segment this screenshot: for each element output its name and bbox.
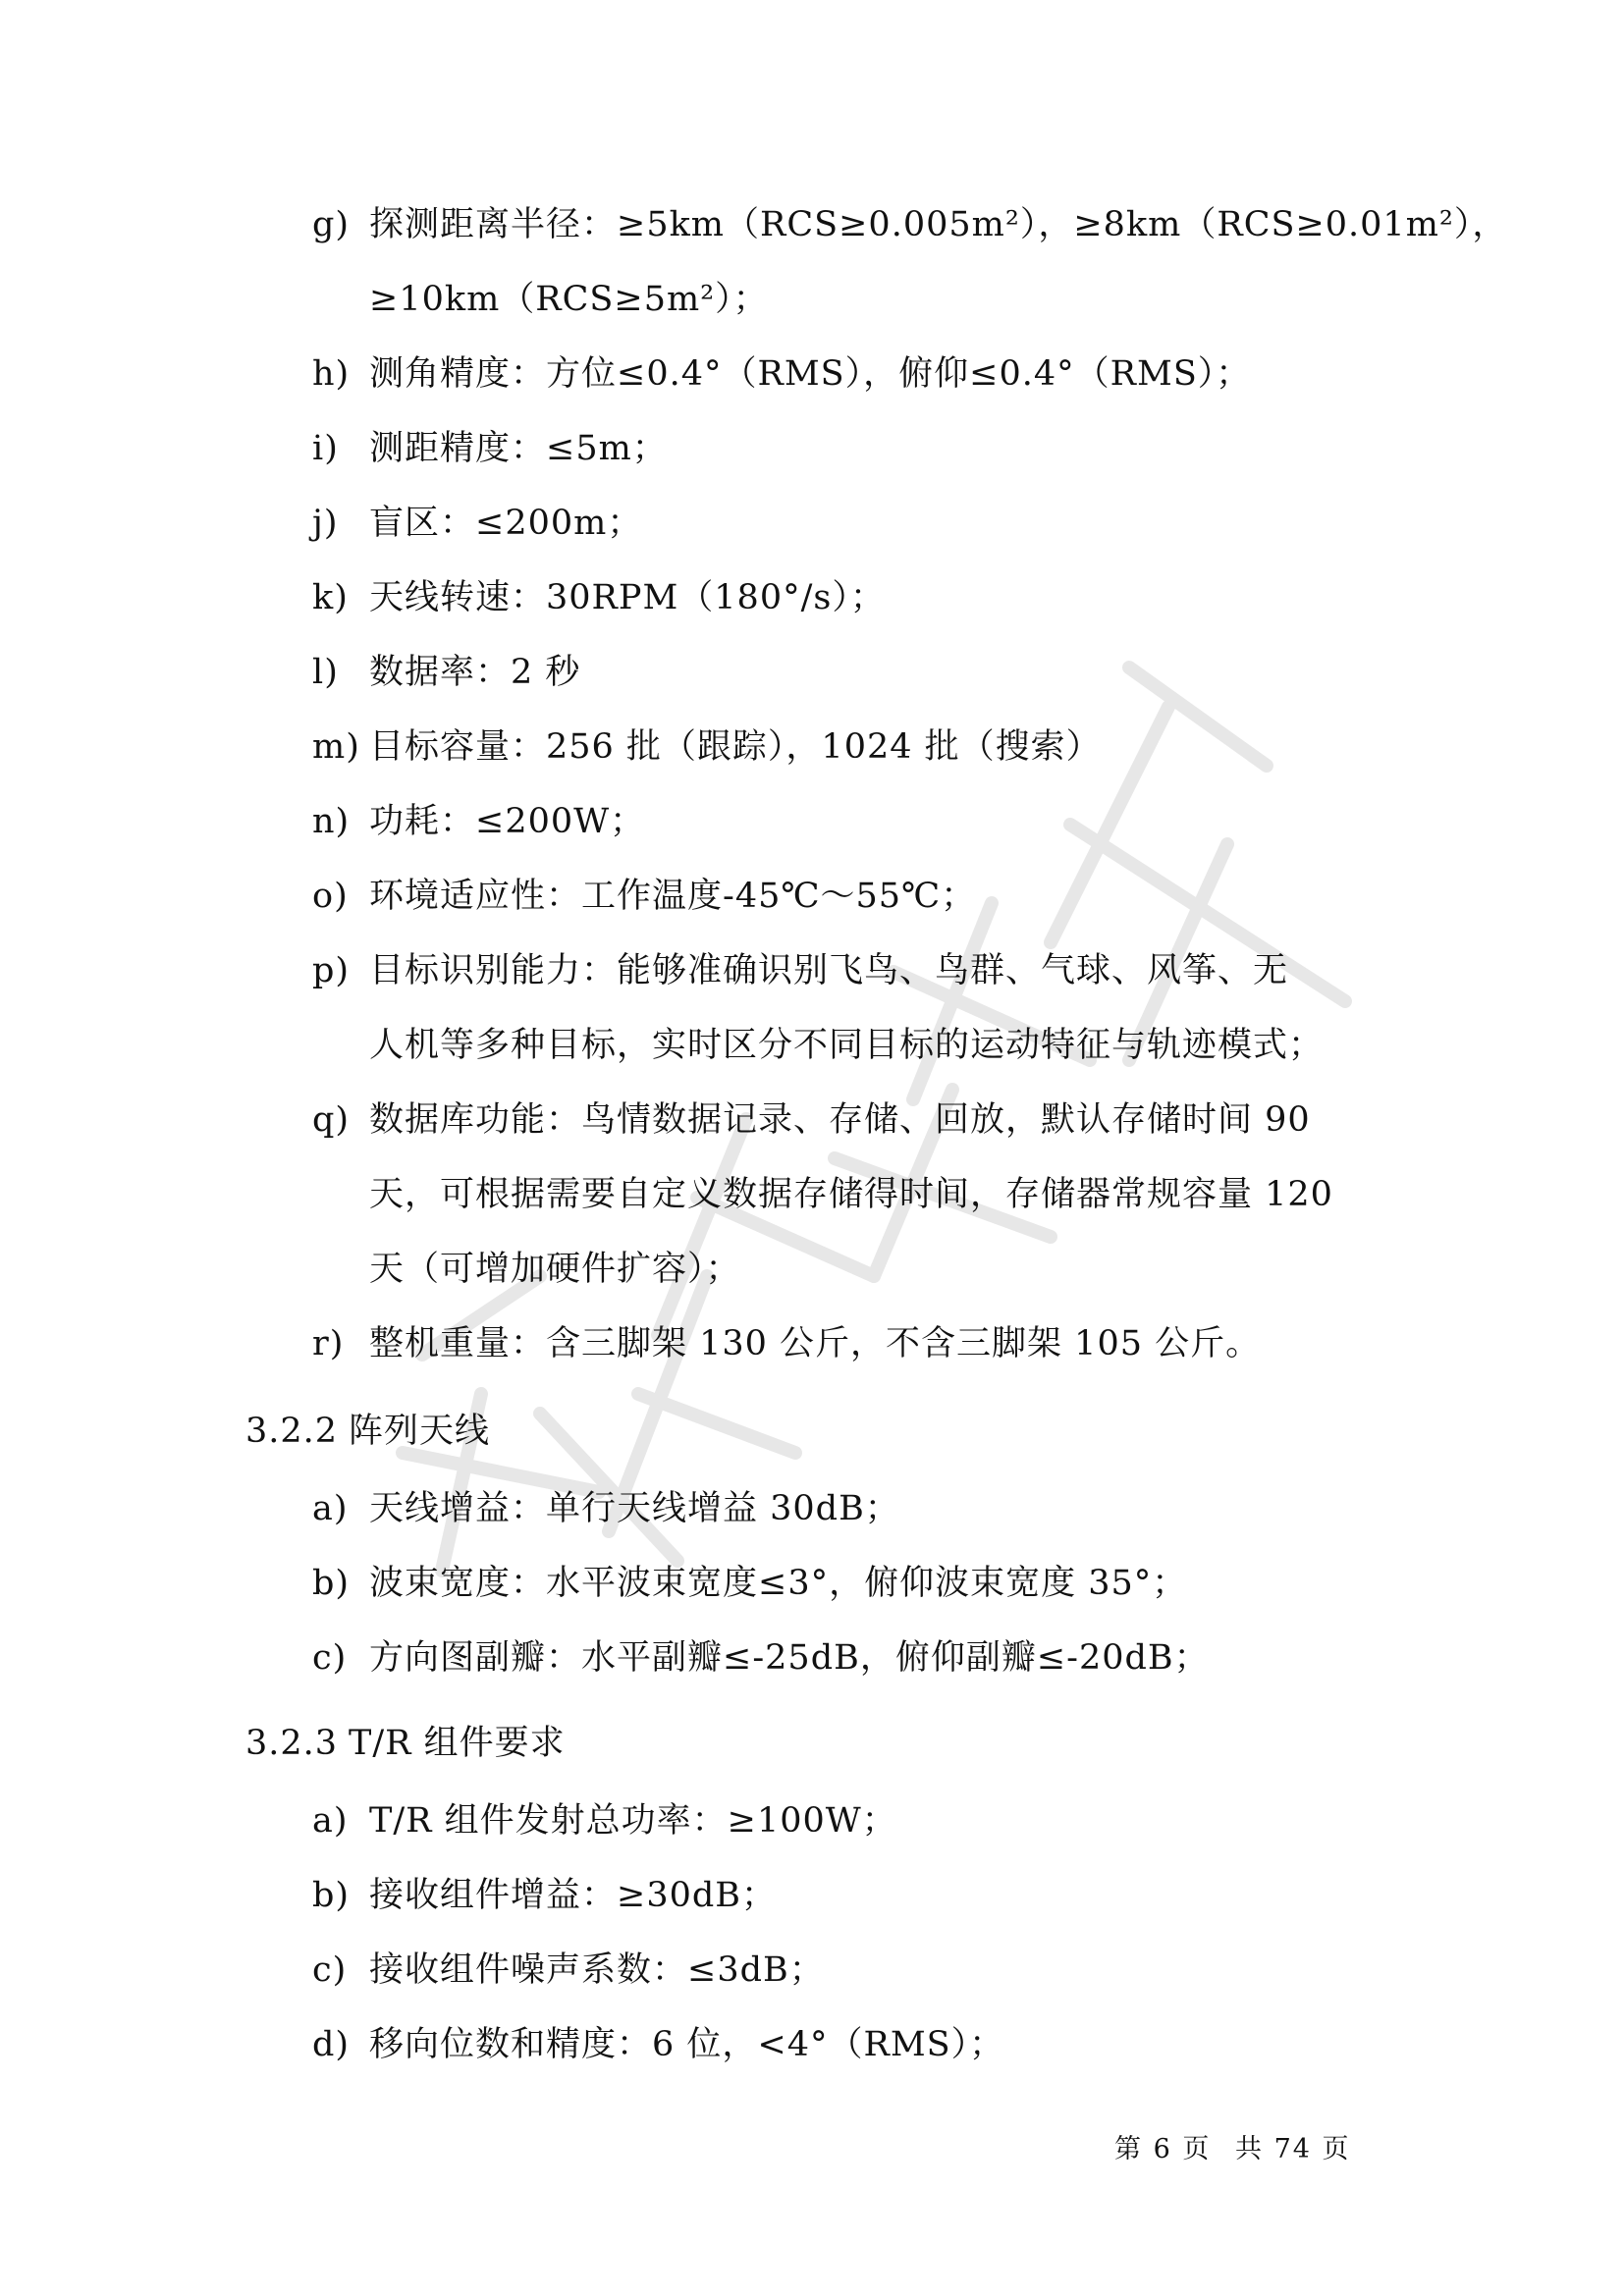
section-heading-3-2-3: [245, 1720, 566, 1767]
list-item-text: 移向位数和精度：6 位，<4°（RMS）；: [369, 2025, 1005, 2064]
list-item-text: 盲区：≤200m；: [369, 504, 643, 543]
list-marker: b): [312, 1876, 351, 1915]
page-number: 第 6 页: [1114, 2134, 1212, 2164]
list-item-text: 目标识别能力：能够准确识别飞鸟、鸟群、气球、风筝、无: [369, 951, 1289, 990]
list-marker: b): [312, 1564, 351, 1603]
list-item-text: 接收组件增益：≥30dB；: [369, 1876, 777, 1915]
list-marker: k): [312, 578, 349, 617]
list-marker: i): [312, 429, 339, 468]
list-marker: c): [312, 1638, 348, 1678]
list-marker: l): [312, 653, 339, 692]
list-item-text: 整机重量：含三脚架 130 公斤，不含三脚架 105 公斤。: [369, 1324, 1262, 1363]
list-item-text: 数据率：2 秒: [369, 653, 581, 692]
list-marker: g): [312, 205, 351, 244]
list-item-text: 数据库功能：鸟情数据记录、存储、回放，默认存储时间 90: [369, 1100, 1311, 1140]
list-item-continuation: 天，可根据需要自定义数据存储得时间，存储器常规容量 120: [369, 1175, 1333, 1214]
list-item-text: 方向图副瓣：水平副瓣≤-25dB，俯仰副瓣≤-20dB；: [369, 1638, 1210, 1678]
list-item-text: 功耗：≤200W；: [369, 802, 646, 841]
list-marker: a): [312, 1801, 349, 1841]
list-marker: c): [312, 1950, 348, 1990]
list-item-text: 测角精度：方位≤0.4°（RMS），俯仰≤0.4°（RMS）；: [369, 354, 1252, 394]
page-total: 共 74 页: [1235, 2134, 1351, 2164]
list-item-text: 目标容量：256 批（跟踪），1024 批（搜索）: [369, 727, 1102, 767]
list-marker: p): [312, 951, 351, 990]
section-number: 3.2.2: [245, 1412, 339, 1451]
list-item-continuation: 人机等多种目标，实时区分不同目标的运动特征与轨迹模式；: [369, 1026, 1325, 1065]
list-marker: a): [312, 1489, 349, 1528]
list-marker: o): [312, 877, 349, 916]
list-item-text: T/R 组件发射总功率：≥100W；: [369, 1801, 897, 1841]
list-item-text: 波束宽度：水平波束宽度≤3°，俯仰波束宽度 35°；: [369, 1564, 1188, 1603]
list-marker: q): [312, 1100, 351, 1140]
section-title: T/R 组件要求: [349, 1724, 566, 1763]
section-number: 3.2.3: [245, 1724, 339, 1763]
list-item-continuation: ≥10km（RCS≥5m²）；: [369, 280, 769, 319]
list-marker: m): [312, 727, 360, 767]
list-marker: j): [312, 504, 339, 543]
list-marker: h): [312, 354, 351, 394]
list-item-text: 环境适应性：工作温度-45℃～55℃；: [369, 877, 977, 916]
list-item-text: 探测距离半径：≥5km（RCS≥0.005m²），≥8km（RCS≥0.01m²），: [369, 205, 1508, 244]
list-marker: n): [312, 802, 351, 841]
list-marker: d): [312, 2025, 351, 2064]
list-item-text: 测距精度：≤5m；: [369, 429, 668, 468]
list-item-text: 天线转速：30RPM（180°/s）；: [369, 578, 886, 617]
list-item-text: 接收组件噪声系数：≤3dB；: [369, 1950, 825, 1990]
section-title: 阵列天线: [349, 1412, 491, 1451]
section-heading-3-2-2: [245, 1408, 490, 1455]
list-item-continuation: 天（可增加硬件扩容）；: [369, 1250, 741, 1289]
list-marker: r): [312, 1324, 345, 1363]
list-item-text: 天线增益：单行天线增益 30dB；: [369, 1489, 900, 1528]
